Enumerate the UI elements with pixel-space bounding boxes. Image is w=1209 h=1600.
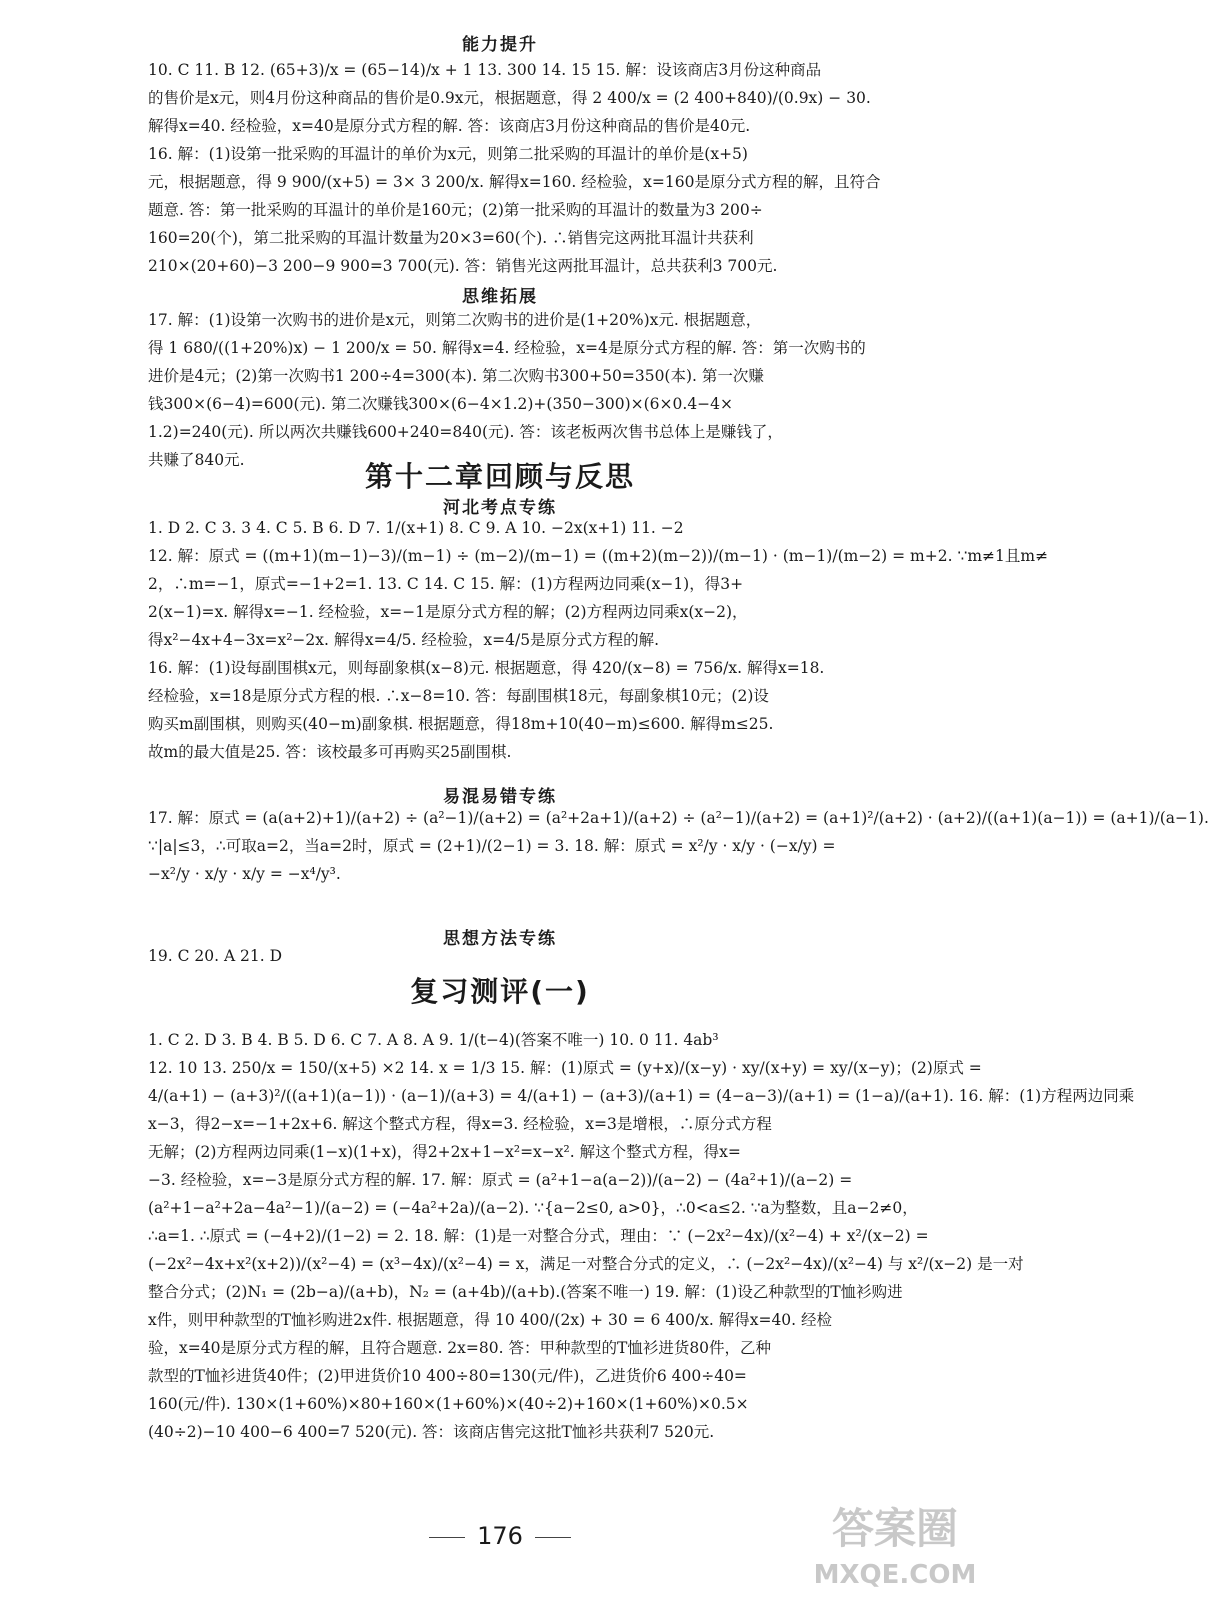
answer-block-4: [148, 808, 1209, 892]
section-heading-sixiang: 思想方法专练: [443, 929, 557, 949]
answer-line: x−3，得2−x=−1+2x+6. 解这个整式方程，得x=3. 经检验，x=3是增根，∴原分式方程: [148, 1115, 772, 1133]
answer-line: 1. C 2. D 3. B 4. B 5. D 6. C 7. A 8. A 9. 1/(t−4)(答案不唯一) 10. 0 11. 4ab³: [148, 1031, 719, 1049]
answer-line: −x²/y · x/y · x/y = −x⁴/y³.: [148, 865, 341, 883]
watermark-line2: MXQE.COM: [813, 1560, 977, 1590]
answer-line: 验，x=40是原分式方程的解，且符合题意. 2x=80. 答：甲种款型的T恤衫进货80件，乙种: [148, 1339, 772, 1357]
answer-line: 19. C 20. A 21. D: [148, 947, 283, 965]
answer-line: 1. D 2. C 3. 3 4. C 5. B 6. D 7. 1/(x+1) 8. C 9. A 10. −2x(x+1) 11. −2: [148, 519, 684, 537]
answer-line: ∴a=1. ∴原式 = (−4+2)/(1−2) = 2. 18. 解：(1)是一对整合分式，理由：∵ (−2x²−4x)/(x²−4) + x²/(x−2) =: [148, 1227, 929, 1245]
chapter-title: 第十二章回顾与反思: [364, 460, 635, 493]
section-heading-nengli: 能力提升: [462, 35, 538, 55]
answer-block-1: [148, 60, 881, 284]
watermark-line1: 答案圈: [831, 1504, 959, 1553]
answer-line: 17. 解：原式 = (a(a+2)+1)/(a+2) ÷ (a²−1)/(a+2) = (a²+2a+1)/(a+2) ÷ (a²−1)/(a+2) = (a+1)²/(a+2) · (a+2)/((a+1)(a−1)) = (a+1)/(a−1).: [148, 809, 1209, 827]
answer-line: 题意. 答：第一批采购的耳温计的单价是160元；(2)第一批采购的耳温计的数量为3 200÷: [148, 201, 763, 219]
section-heading-hebei: 河北考点专练: [443, 498, 557, 518]
answer-line: −3. 经检验，x=−3是原分式方程的解. 17. 解：原式 = (a²+1−a(a−2))/(a−2) − (4a²+1)/(a−2) =: [148, 1171, 853, 1189]
answer-line: 元，根据题意，得 9 900/(x+5) = 3× 3 200/x. 解得x=160. 经检验，x=160是原分式方程的解，且符合: [148, 173, 881, 191]
page-number-text: 176: [477, 1522, 523, 1550]
answer-line: 160(元/件). 130×(1+60%)×80+160×(1+60%)×(40÷2)+160×(1+60%)×0.5×: [148, 1395, 749, 1413]
answer-line: 无解；(2)方程两边同乘(1−x)(1+x)，得2+2x+1−x²=x−x². 解这个整式方程，得x=: [148, 1143, 741, 1161]
review-title: 复习测评(一): [410, 975, 590, 1008]
answer-line: 得x²−4x+4−3x=x²−2x. 解得x=4/5. 经检验，x=4/5是原分式方程的解.: [148, 631, 660, 649]
answer-line: 整合分式；(2)N₁ = (2b−a)/(a+b)，N₂ = (a+4b)/(a+b).(答案不唯一) 19. 解：(1)设乙种款型的T恤衫购进: [148, 1283, 903, 1301]
section-heading-siwei: 思维拓展: [462, 287, 538, 307]
answer-line: 进价是4元；(2)第一次购书1 200÷4=300(本). 第二次购书300+50=350(本). 第一次赚: [148, 367, 764, 385]
answer-line: 12. 解：原式 = ((m+1)(m−1)−3)/(m−1) ÷ (m−2)/(m−1) = ((m+2)(m−2))/(m−1) · (m−1)/(m−2) = m+2. ∵m≠1且m≠: [148, 547, 1049, 565]
answer-line: 得 1 680/((1+20%)x) − 1 200/x = 50. 解得x=4. 经检验，x=4是原分式方程的解. 答：第一次购书的: [148, 339, 866, 357]
answer-line: 210×(20+60)−3 200−9 900=3 700(元). 答：销售光这两批耳温计，总共获利3 700元.: [148, 257, 778, 275]
answer-line: 17. 解：(1)设第一次购书的进价是x元，则第二次购书的进价是(1+20%)x元. 根据题意，: [148, 311, 762, 329]
answer-line: 12. 10 13. 250/x = 150/(x+5) ×2 14. x = 1/3 15. 解：(1)原式 = (y+x)/(x−y) · xy/(x+y) = xy/(x−y)；(2)原式 =: [148, 1059, 982, 1077]
answer-line: (a²+1−a²+2a−4a²−1)/(a−2) = (−4a²+2a)/(a−2). ∵{a−2≤0, a>0}，∴0<a≤2. ∵a为整数，且a−2≠0，: [148, 1199, 918, 1217]
answer-line: x件，则甲种款型的T恤衫购进2x件. 根据题意，得 10 400/(2x) + 30 = 6 400/x. 解得x=40. 经检: [148, 1311, 833, 1329]
answer-block-2: [148, 310, 866, 478]
answer-line: 款型的T恤衫进货40件；(2)甲进货价10 400÷80=130(元/件)，乙进货价6 400÷40=: [148, 1367, 747, 1385]
answer-line: 4/(a+1) − (a+3)²/((a+1)(a−1)) · (a−1)/(a+3) = 4/(a+1) − (a+3)/(a+1) = (4−a−3)/(a+1) = (1−a)/(a+1). 16. 解：(1)方程两边同乘: [148, 1087, 1135, 1105]
answer-line: 的售价是x元，则4月份这种商品的售价是0.9x元，根据题意，得 2 400/x = (2 400+840)/(0.9x) − 30.: [148, 89, 871, 107]
answer-line: 共赚了840元.: [148, 451, 245, 469]
answer-line: 购买m副围棋，则购买(40−m)副象棋. 根据题意，得18m+10(40−m)≤600. 解得m≤25.: [148, 715, 774, 733]
page-number-dash-left: [429, 1537, 465, 1538]
answer-line: 1.2)=240(元). 所以两次共赚钱600+240=840(元). 答：该老板两次售书总体上是赚钱了，: [148, 423, 783, 441]
answer-block-3: [148, 518, 1049, 770]
answer-line: 2，∴m=−1，原式=−1+2=1. 13. C 14. C 15. 解：(1)方程两边同乘(x−1)，得3+: [148, 575, 744, 593]
answer-line: 解得x=40. 经检验，x=40是原分式方程的解. 答：该商店3月份这种商品的售价是40元.: [148, 117, 751, 135]
answer-block-6: [148, 1030, 1135, 1450]
answer-line: 160=20(个)，第二批采购的耳温计数量为20×3=60(个). ∴销售完这两批耳温计共获利: [148, 229, 754, 247]
answer-line: (40÷2)−10 400−6 400=7 520(元). 答：该商店售完这批T恤衫共获利7 520元.: [148, 1423, 715, 1441]
answer-line: (−2x²−4x+x²(x+2))/(x²−4) = (x³−4x)/(x²−4) = x，满足一对整合分式的定义，∴ (−2x²−4x)/(x²−4) 与 x²/(x−2) 是一对: [148, 1255, 1024, 1273]
answer-line: 16. 解：(1)设每副围棋x元，则每副象棋(x−8)元. 根据题意，得 420/(x−8) = 756/x. 解得x=18.: [148, 659, 825, 677]
page-number-dash-right: [535, 1537, 571, 1538]
answer-line: 2(x−1)=x. 解得x=−1. 经检验，x=−1是原分式方程的解；(2)方程两边同乘x(x−2)，: [148, 603, 748, 621]
watermark-logo: [800, 1485, 990, 1595]
answer-line: ∵|a|≤3，∴可取a=2，当a=2时，原式 = (2+1)/(2−1) = 3. 18. 解：原式 = x²/y · x/y · (−x/y) =: [148, 837, 836, 855]
answer-line: 10. C 11. B 12. (65+3)/x = (65−14)/x + 1 13. 300 14. 15 15. 解：设该商店3月份这种商品: [148, 61, 822, 79]
answer-line: 16. 解：(1)设第一批采购的耳温计的单价为x元，则第二批采购的耳温计的单价是(x+5): [148, 145, 748, 163]
answer-line: 经检验，x=18是原分式方程的根. ∴x−8=10. 答：每副围棋18元，每副象棋10元；(2)设: [148, 687, 769, 705]
answer-line: 钱300×(6−4)=600(元). 第二次赚钱300×(6−4×1.2)+(350−300)×(6×0.4−4×: [148, 395, 734, 413]
answer-line: 故m的最大值是25. 答：该校最多可再购买25副围棋.: [148, 743, 512, 761]
section-heading-yihun: 易混易错专练: [443, 787, 557, 807]
